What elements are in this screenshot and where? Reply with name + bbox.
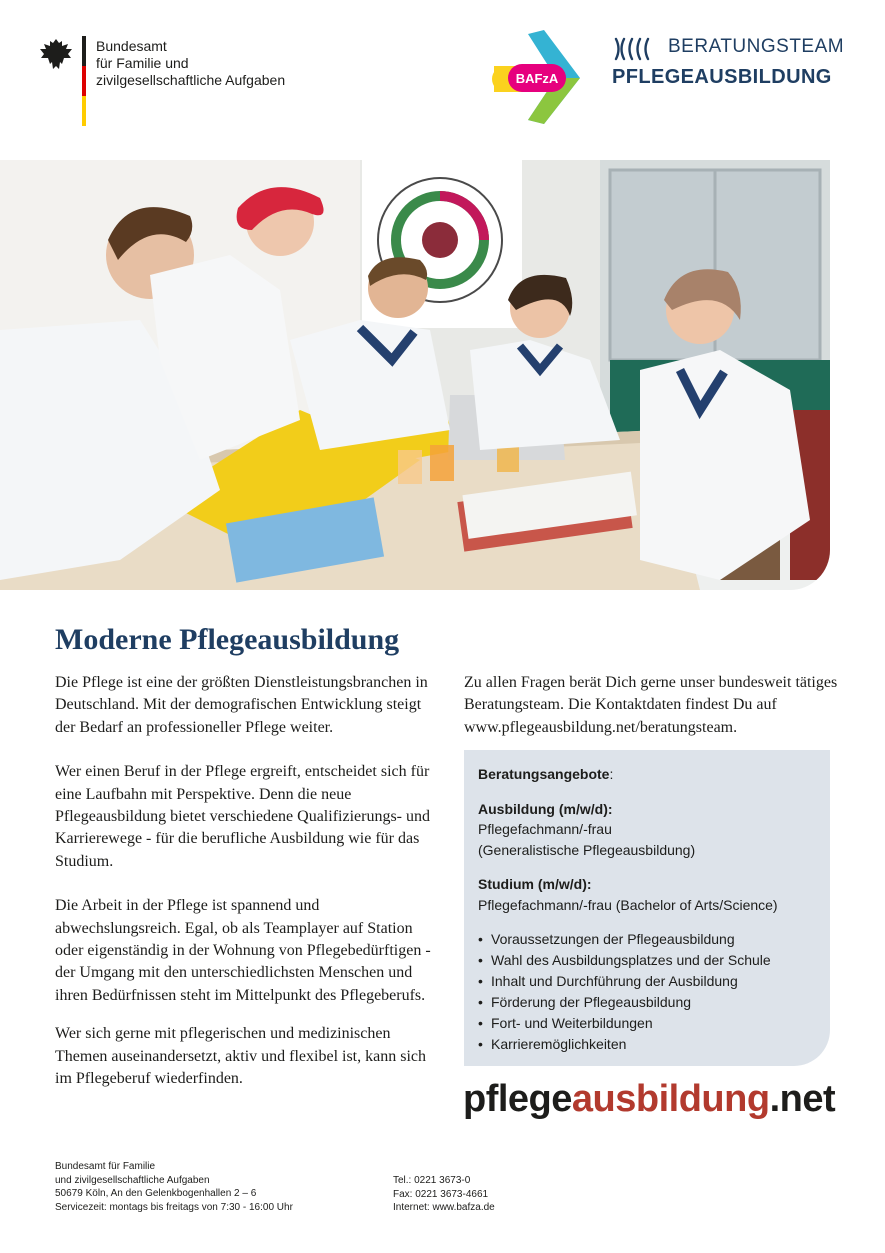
footer-line: Bundesamt für Familie [55,1161,156,1172]
list-item: • Förderung der Pflegeausbildung [478,992,816,1013]
ausbildung-section [478,799,816,861]
list-item: • Karrieremöglichkeiten [478,1034,816,1055]
beratungsteam-title: BERATUNGSTEAM [668,36,845,57]
footer-website[interactable]: Internet: www.bafza.de [393,1202,495,1214]
pflegeausbildung-title: PFLEGEAUSBILDUNG [612,66,832,88]
federal-eagle-icon [38,36,74,72]
studium-line: Pflegefachmann/-frau (Bachelor of Arts/Science) [478,896,778,913]
box-heading [478,764,816,785]
list-item: • Inhalt und Durchführung der Ausbildung [478,971,816,992]
beratungsteam-logo [612,36,845,96]
box-heading-colon: : [609,766,614,782]
footer-fax: Fax: 0221 3673-4661 [393,1188,489,1200]
ausbildung-line: Pflegefachmann/-frau [478,821,612,837]
footer-line: Servicezeit: montags bis freitags von 7:30 - 16:00 Uhr [55,1201,293,1213]
nursing-team-illustration [0,160,830,590]
website-url[interactable] [463,1078,835,1121]
ministry-name [96,38,285,89]
studium-section [478,874,816,915]
footer-line: 50679 Köln, An den Gelenkbogenhallen 2 – 6 [55,1188,257,1200]
paragraph: Wer sich gerne mit pflegerischen und medizinischen Themen auseinandersetzt, aktiv und flexibel ist, kann sich im Pflegeberuf wiederfinden. [55,1025,426,1088]
footer-contact [393,1174,495,1215]
list-item: • Wahl des Ausbildungsplatzes und der Schule [478,950,816,971]
ministry-logo [38,36,308,128]
box-heading-label: Beratungsangebote [478,766,610,782]
beratungsangebote-box [464,750,830,1066]
paragraph: Die Pflege ist eine der größten Dienstleistungsbranchen in Deutschland. Mit der demografischen Entwicklung steigt der Bedarf an professioneller Pflege weiter. [55,674,428,736]
contact-intro: Zu allen Fragen berät Dich gerne unser bundesweit tätiges Beratungsteam. Die Kontaktdaten findest Du auf www.pflegeausbildung.net/beratungsteam. [464,674,838,736]
url-part-tld: .net [769,1078,836,1120]
url-part-pflege: pflege [463,1078,572,1120]
topics-list [478,929,816,1055]
footer-address [55,1160,293,1214]
footer-phone: Tel.: 0221 3673-0 [393,1175,471,1186]
sound-waves-icon [612,36,662,62]
bafza-logo [490,30,586,128]
paragraph: Wer einen Beruf in der Pflege ergreift, entscheidet sich für eine Laufbahn mit Perspektive. Denn die neue Pflegeausbildung bietet verschiedene Qualifizierungs- und Karrierewege - für die berufliche Ausbildung wie für das Studium. [55,763,430,870]
studium-label: Studium (m/w/d): [478,876,592,892]
paragraph: Die Arbeit in der Pflege ist spannend und abwechslungsreich. Egal, ob als Teamplayer auf Station oder eigenständig in der Wohnung von Pflegebedürftigen - der Umgang mit den unterschiedlichsten Menschen und ihren Bedürfnissen steht im Mittelpunkt des Pflegeberufs. [55,897,431,1004]
ministry-line: Bundesamt [96,38,167,54]
flag-stripe [82,36,86,126]
hero-photo [0,160,830,590]
intro-text-column [55,672,435,1113]
list-item: • Fort- und Weiterbildungen [478,1013,816,1034]
list-item: • Voraussetzungen der Pflegeausbildung [478,929,816,950]
ausbildung-label: Ausbildung (m/w/d): [478,800,613,817]
bafza-label: BAFzA [515,71,559,86]
url-part-ausbildung: ausbildung [571,1078,770,1120]
ministry-line: zivilgesellschaftliche Aufgaben [96,72,286,88]
page-title: Moderne Pflegeausbildung [55,623,400,656]
ministry-line: für Familie und [96,55,189,71]
ausbildung-line: (Generalistische Pflegeausbildung) [478,841,696,858]
footer-line: und zivilgesellschaftliche Aufgaben [55,1174,210,1186]
